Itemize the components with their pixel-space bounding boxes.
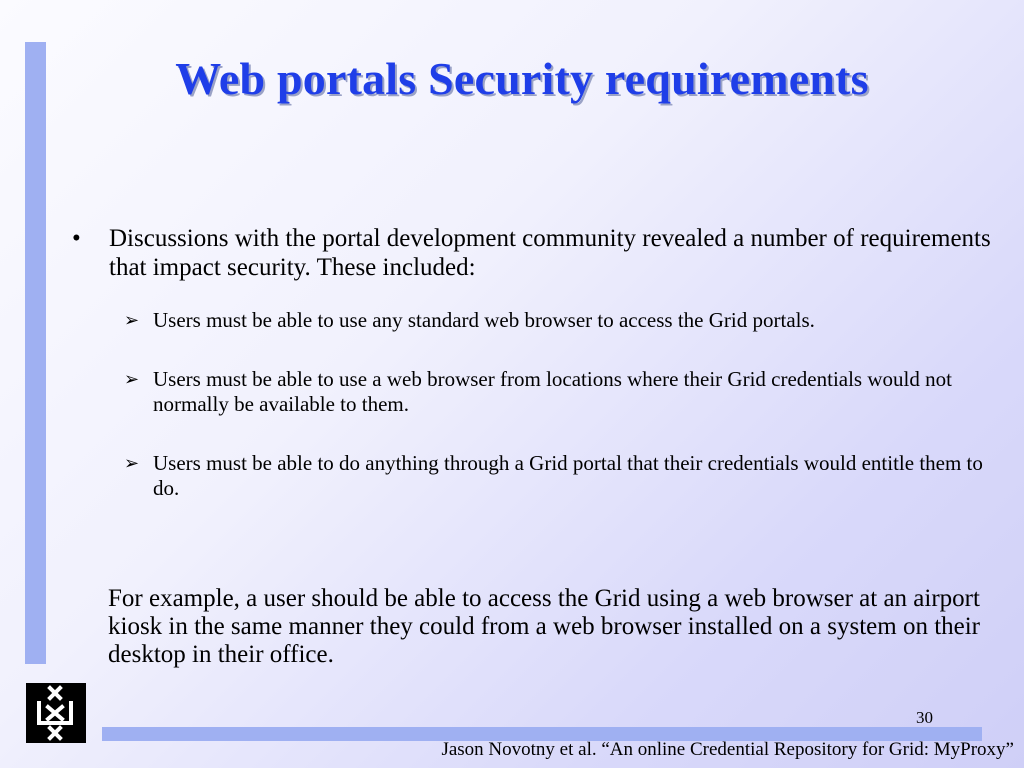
- sub-bullet-text: Users must be able to do anything through a Grid portal that their credentials would entitle them to do.: [153, 451, 983, 500]
- footer-citation: Jason Novotny et al. “An online Credential Repository for Grid: MyProxy”: [441, 739, 1014, 760]
- example-paragraph: For example, a user should be able to access the Grid using a web browser at an airport kiosk in the same manner they could from a web browser installed on a system on their desktop in their office.: [108, 585, 981, 668]
- arrow-bullet-icon: ➢: [124, 310, 140, 330]
- university-logo-icon: [26, 683, 86, 743]
- left-accent-bar: [25, 42, 46, 664]
- arrow-bullet-icon: ➢: [124, 369, 140, 389]
- page-number: 30: [916, 708, 933, 727]
- slide-title: Web portals Security requirements: [175, 53, 869, 104]
- main-bullet: [72, 224, 992, 282]
- bullet-icon: •: [72, 225, 81, 252]
- sub-bullet: [72, 367, 992, 417]
- sub-bullet-text: Users must be able to use a web browser from locations where their Grid credentials would not normally be available to them.: [153, 367, 952, 416]
- sub-bullet-list: [72, 308, 992, 501]
- sub-bullet: [72, 451, 992, 501]
- main-bullet-text: Discussions with the portal development community revealed a number of requirements that impact security. These included:: [109, 225, 991, 281]
- slide-content: [72, 224, 992, 535]
- sub-bullet-text: Users must be able to use any standard web browser to access the Grid portals.: [153, 308, 815, 332]
- university-logo: [26, 683, 86, 743]
- sub-bullet: [72, 308, 992, 333]
- arrow-bullet-icon: ➢: [124, 453, 140, 473]
